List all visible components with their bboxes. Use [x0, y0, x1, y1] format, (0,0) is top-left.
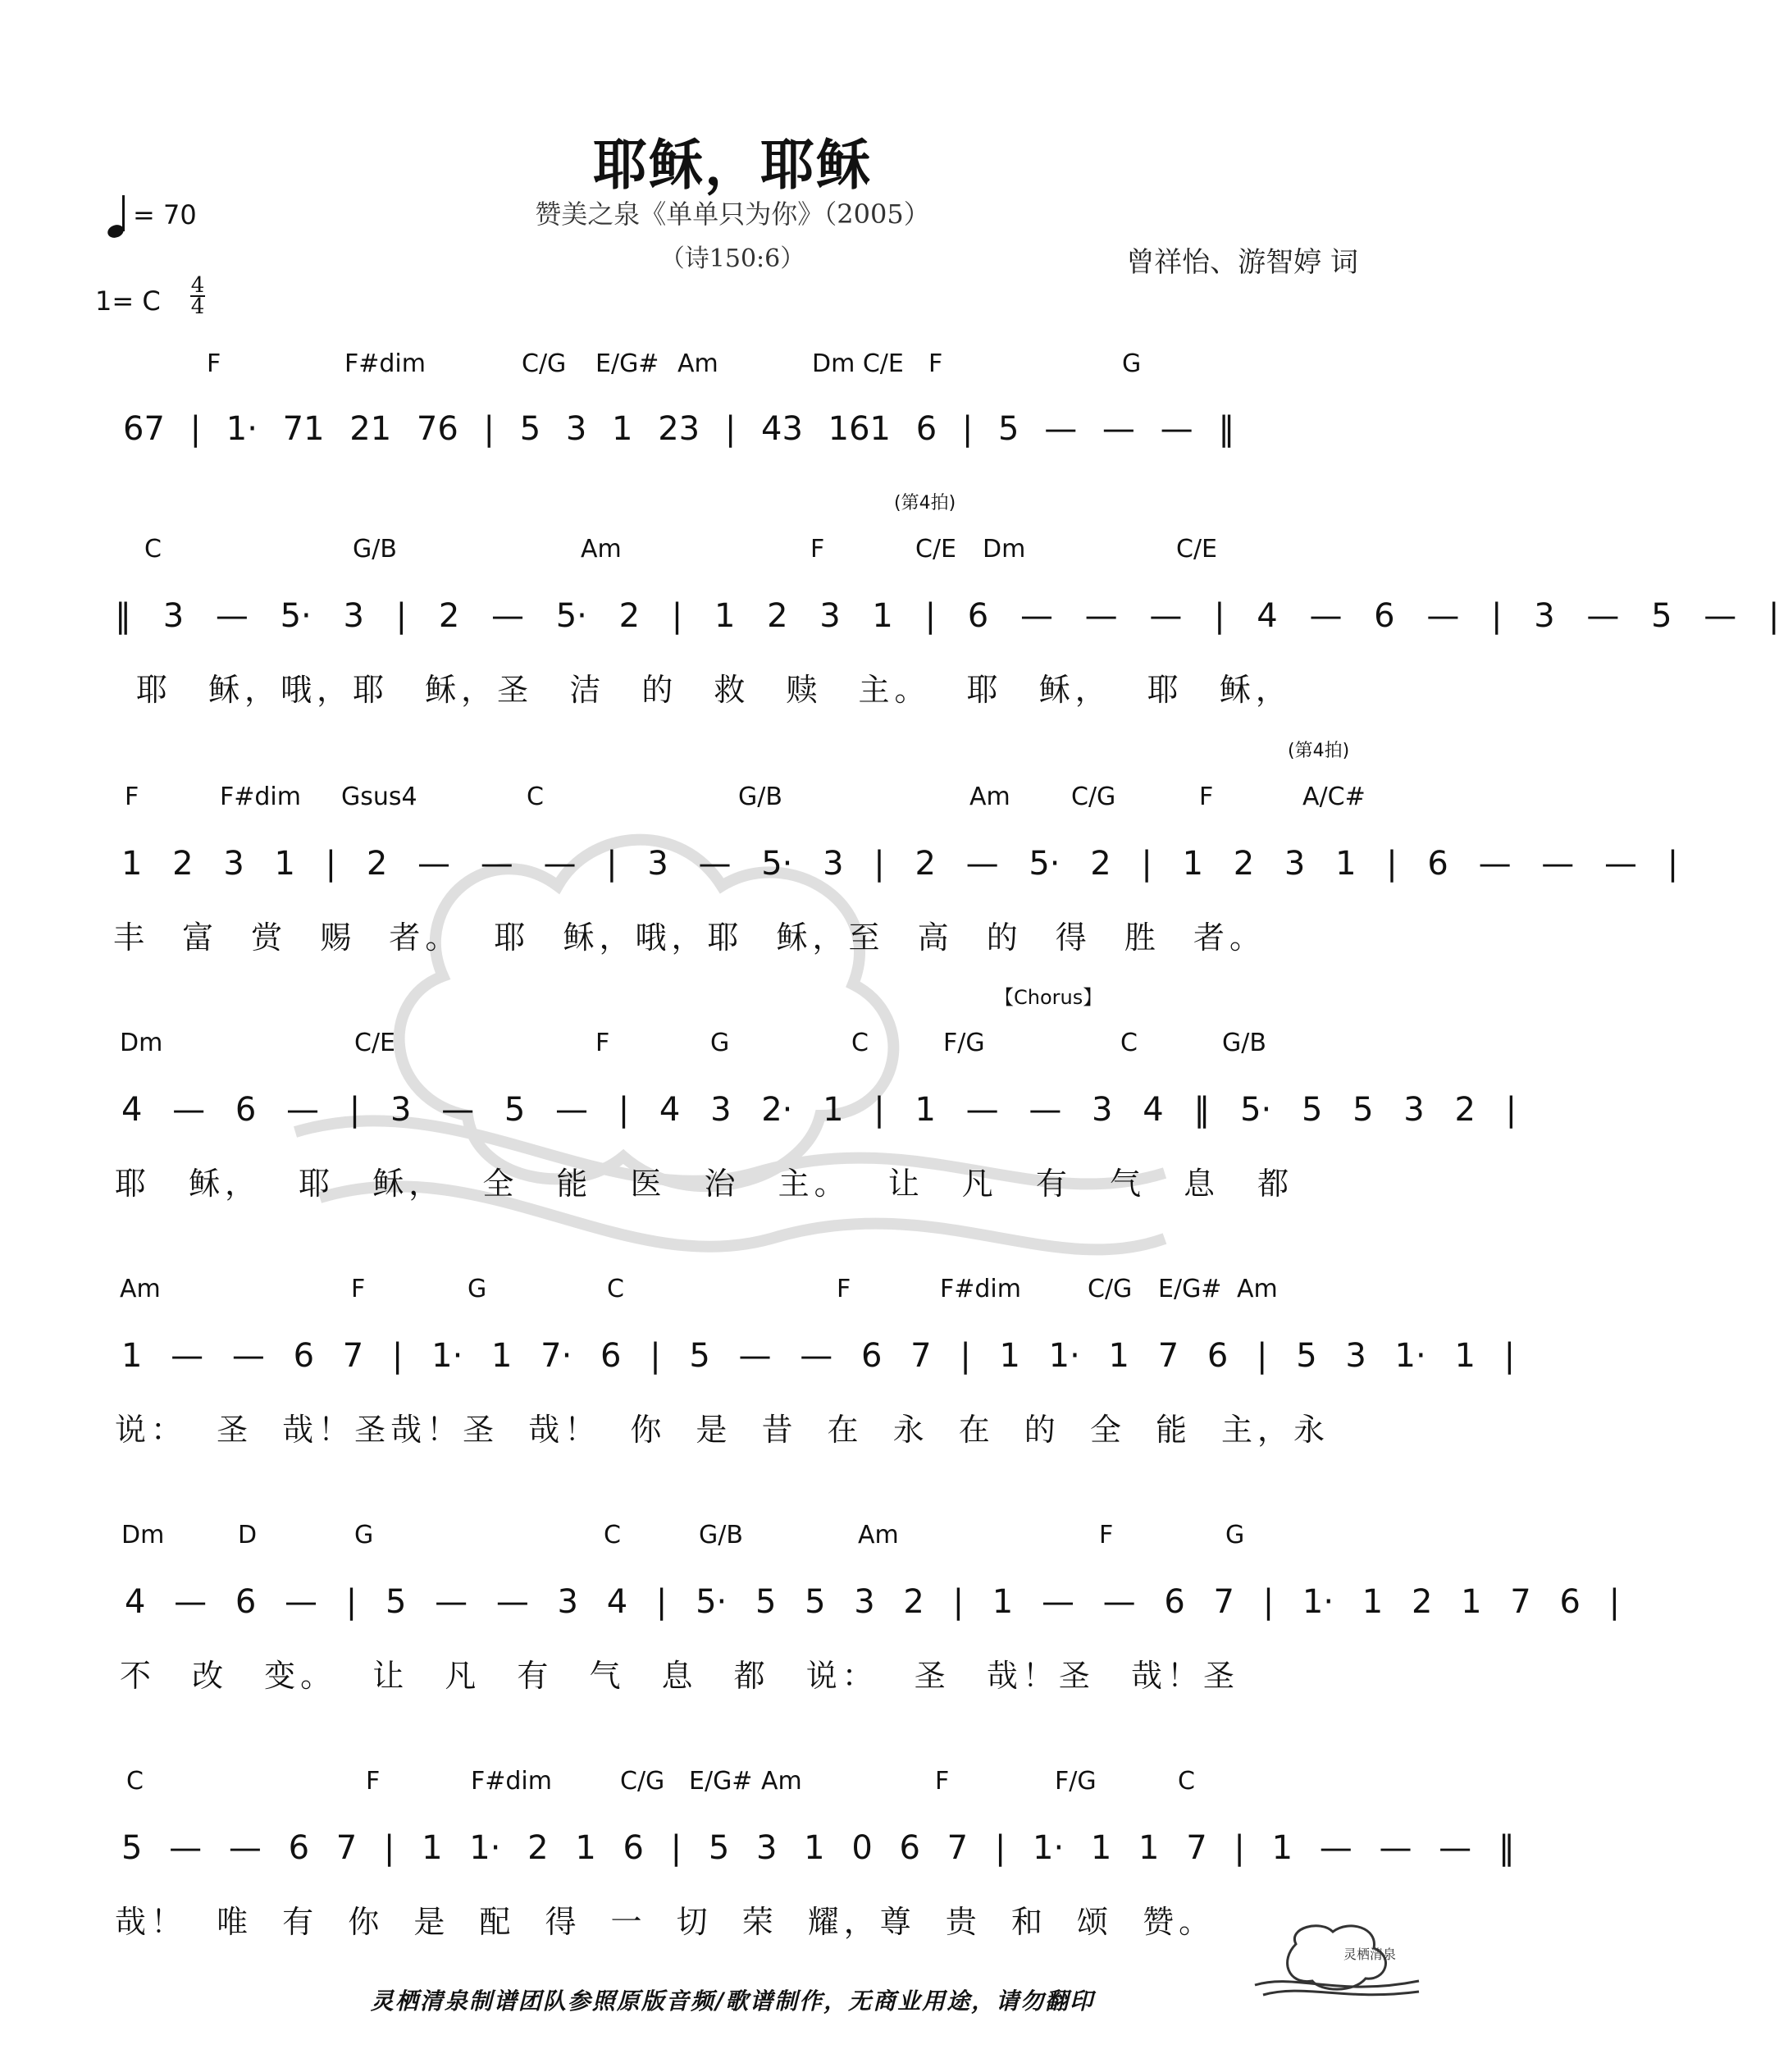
notation-line: 1 — — 6 7 | 1· 1 7· 6 | 5 — — 6 7 | 1 1· 1 7 6 | 5 3 1· 1 |: [121, 1337, 1516, 1375]
notation-line: 1 2 3 1 | 2 — — — | 3 — 5· 3 | 2 — 5· 2 | 1 2 3 1 | 6 — — — |: [121, 845, 1679, 883]
chorus-marker: 【Chorus】: [994, 986, 1103, 1009]
time-sig-bottom: 4: [190, 294, 205, 319]
chord: C: [604, 1521, 621, 1549]
verse-reference: （诗150:6）: [659, 244, 805, 273]
chord: C: [607, 1275, 624, 1303]
quarter-note-icon: [107, 194, 128, 240]
notation-line: 67 | 1· 71 21 76 | 5 3 1 23 | 43 161 6 | 5 — — — ‖: [123, 410, 1235, 448]
chord: F#dim: [940, 1275, 1021, 1303]
chord: Am: [969, 783, 1010, 811]
chord: F: [1199, 783, 1214, 811]
tempo-value: = 70: [133, 199, 197, 230]
chord: C: [1178, 1767, 1195, 1796]
chord: G/B: [353, 535, 397, 564]
chord: Dm: [120, 1029, 163, 1057]
chord: F#dim: [344, 349, 426, 378]
chord: Am: [1237, 1275, 1278, 1303]
chord: C/G: [620, 1767, 665, 1796]
lyric-line: 耶 稣， 耶 稣， 全 能 医 治 主。 让 凡 有 气 息 都: [115, 1166, 1294, 1202]
chord: F: [351, 1275, 366, 1303]
chord: C/G: [1071, 783, 1116, 811]
chord: G: [468, 1275, 487, 1303]
song-title: 耶稣，耶稣: [593, 134, 872, 197]
chord: E/G#: [595, 349, 659, 378]
chord: F: [366, 1767, 381, 1796]
chord: F#dim: [220, 783, 301, 811]
lyric-line: 说： 圣 哉！圣哉！圣 哉！ 你 是 昔 在 永 在 的 全 能 主，永: [115, 1412, 1330, 1448]
chord: Am: [677, 349, 718, 378]
album-subtitle: 赞美之泉《单单只为你》（2005）: [535, 199, 930, 230]
chord: Am: [581, 535, 622, 564]
chord: C/G: [1088, 1275, 1133, 1303]
chord: G: [1122, 349, 1142, 378]
chord: F#dim: [471, 1767, 552, 1796]
chord: G/B: [738, 783, 782, 811]
chord: Dm C/E: [812, 349, 904, 378]
chord: C: [1120, 1029, 1138, 1057]
beat-4-note-a: (第4拍): [894, 493, 956, 513]
chord: E/G#: [1158, 1275, 1222, 1303]
chord: C: [851, 1029, 869, 1057]
chord: Am: [761, 1767, 802, 1796]
tempo-marking: [107, 194, 197, 240]
time-signature: [190, 273, 205, 319]
chord: C/E: [1176, 535, 1218, 564]
chord: Dm: [983, 535, 1026, 564]
notation-line: 4 — 6 — | 3 — 5 — | 4 3 2· 1 | 1 — — 3 4 ‖ 5· 5 5 3 2 |: [121, 1091, 1517, 1129]
chord: F: [125, 783, 139, 811]
chord: C/E: [354, 1029, 396, 1057]
chord: F/G: [943, 1029, 985, 1057]
chord: Am: [858, 1521, 899, 1549]
chord: F: [837, 1275, 851, 1303]
chord: G/B: [699, 1521, 743, 1549]
chord: C: [527, 783, 544, 811]
footer-notice: 灵栖清泉制谱团队参照原版音频/歌谱制作，无商业用途，请勿翻印: [370, 1988, 1095, 2015]
chord: F: [810, 535, 825, 564]
lyric-line: 耶 稣，哦，耶 稣，圣 洁 的 救 赎 主。 耶 稣， 耶 稣，: [136, 672, 1292, 708]
notation-line: 5 — — 6 7 | 1 1· 2 1 6 | 5 3 1 0 6 7 | 1· 1 1 7 | 1 — — — ‖: [121, 1829, 1515, 1867]
logo-text: 灵栖清泉: [1343, 1946, 1397, 1962]
lyric-line: 哉！ 唯 有 你 是 配 得 一 切 荣 耀，尊 贵 和 颂 赞。: [115, 1904, 1216, 1940]
chord: G: [1225, 1521, 1245, 1549]
chord: F: [935, 1767, 950, 1796]
chord: A/C#: [1302, 783, 1366, 811]
chord: C: [144, 535, 162, 564]
lingqi-sheep-logo: [1255, 1919, 1419, 2005]
lyric-line: 不 改 变。 让 凡 有 气 息 都 说： 圣 哉！圣 哉！圣: [120, 1658, 1239, 1694]
chord: E/G#: [689, 1767, 753, 1796]
chord: Gsus4: [341, 783, 417, 811]
chord: D: [238, 1521, 258, 1549]
chord: G: [354, 1521, 374, 1549]
chord: F: [1099, 1521, 1114, 1549]
chord: F: [207, 349, 221, 378]
chord: F/G: [1055, 1767, 1097, 1796]
notation-line: 4 — 6 — | 5 — — 3 4 | 5· 5 5 3 2 | 1 — — 6 7 | 1· 1 2 1 7 6 |: [125, 1583, 1621, 1621]
beat-4-note-b: (第4拍): [1288, 741, 1350, 761]
chord: Am: [120, 1275, 161, 1303]
chord: C/G: [522, 349, 567, 378]
lyric-line: 丰 富 赏 赐 者。 耶 稣，哦，耶 稣，至 高 的 得 胜 者。: [113, 920, 1266, 956]
chord: C/E: [915, 535, 957, 564]
notation-line: ‖ 3 — 5· 3 | 2 — 5· 2 | 1 2 3 1 | 6 — — — | 4 — 6 — | 3 — 5 — |: [115, 597, 1779, 635]
chord: F: [928, 349, 943, 378]
chord: G: [710, 1029, 730, 1057]
chord: C: [126, 1767, 144, 1796]
chord: Dm: [121, 1521, 165, 1549]
lyricist-credit: 曾祥怡、游智婷 词: [1126, 246, 1358, 279]
key-signature: 1= C: [95, 285, 161, 317]
chord: F: [595, 1029, 610, 1057]
time-sig-top: 4: [190, 273, 205, 298]
chord: G/B: [1222, 1029, 1266, 1057]
